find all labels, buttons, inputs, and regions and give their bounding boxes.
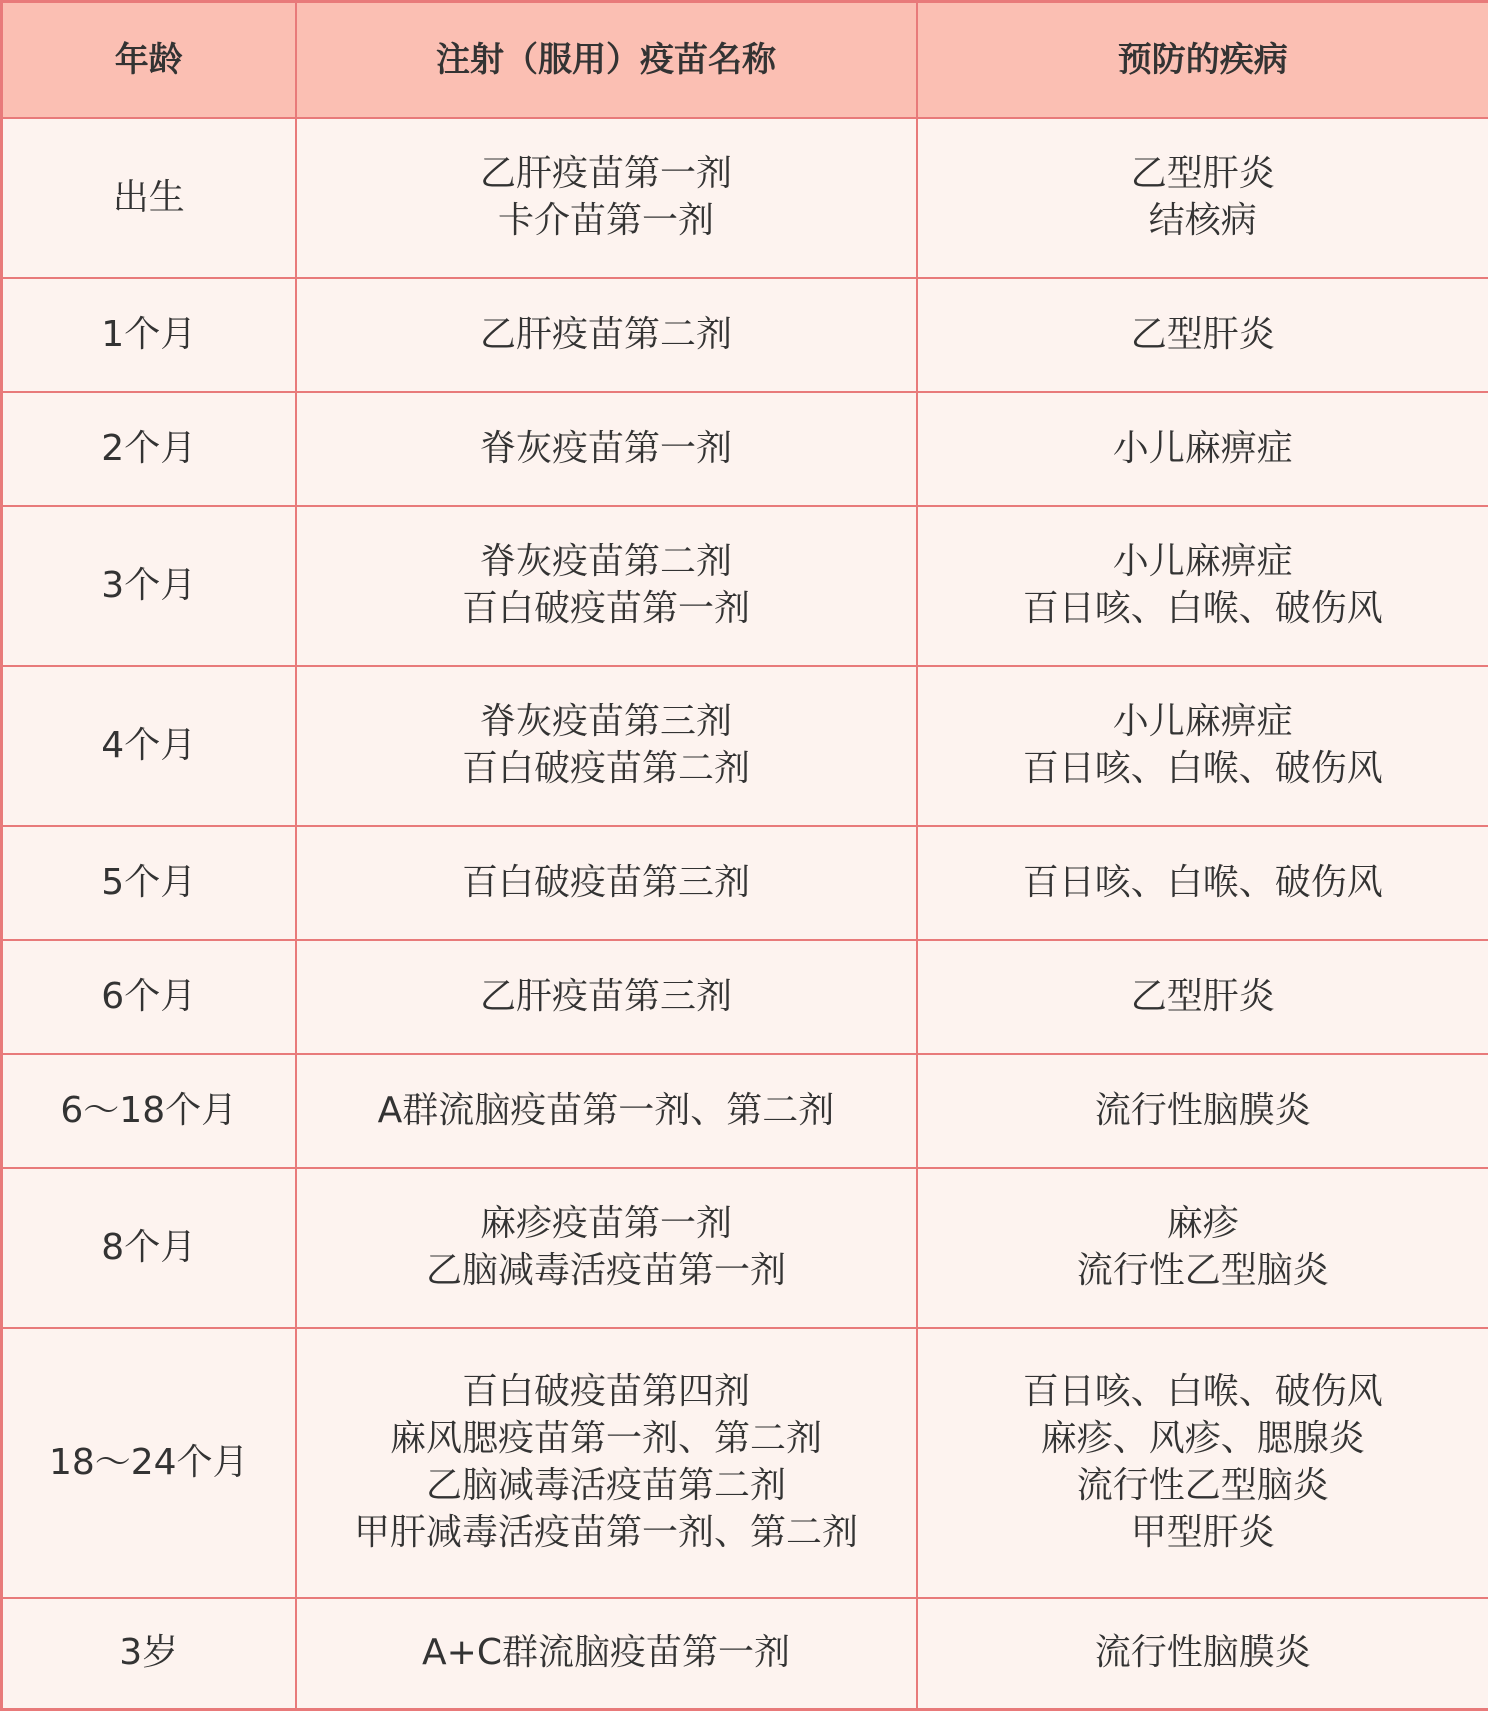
table-row bbox=[2, 1328, 1488, 1598]
disease-cell bbox=[917, 940, 1488, 1054]
age-cell: 4个月 bbox=[2, 666, 296, 826]
table-row bbox=[2, 506, 1488, 666]
header-row bbox=[2, 2, 1488, 119]
disease-line: 乙型肝炎 bbox=[1130, 313, 1275, 355]
disease-cell bbox=[917, 1054, 1488, 1168]
header-vaccine-name: 注射（服用）疫苗名称 bbox=[296, 2, 917, 119]
vaccine-cell bbox=[296, 278, 917, 392]
table-row bbox=[2, 1054, 1488, 1168]
disease-line: 流行性脑膜炎 bbox=[1094, 1632, 1311, 1674]
age-cell: 6～18个月 bbox=[2, 1054, 296, 1168]
vaccine-line: 乙肝疫苗第一剂 bbox=[479, 153, 732, 195]
age-cell: 3岁 bbox=[2, 1598, 296, 1710]
disease-cell bbox=[917, 278, 1488, 392]
vaccine-line: 乙肝疫苗第二剂 bbox=[479, 313, 732, 355]
table-row bbox=[2, 666, 1488, 826]
age-cell: 3个月 bbox=[2, 506, 296, 666]
vaccine-line: 脊灰疫苗第二剂 bbox=[479, 541, 732, 583]
age-cell: 6个月 bbox=[2, 940, 296, 1054]
disease-cell bbox=[917, 118, 1488, 278]
disease-line: 乙型肝炎 bbox=[1130, 975, 1275, 1017]
disease-line: 麻疹、风疹、腮腺炎 bbox=[1040, 1418, 1365, 1460]
header-disease: 预防的疾病 bbox=[917, 2, 1488, 119]
table-row bbox=[2, 392, 1488, 506]
age-cell: 5个月 bbox=[2, 826, 296, 940]
disease-line: 百日咳、白喉、破伤风 bbox=[1022, 748, 1383, 789]
disease-cell bbox=[917, 1328, 1488, 1598]
disease-line: 百日咳、白喉、破伤风 bbox=[1022, 1371, 1383, 1413]
disease-cell bbox=[917, 826, 1488, 940]
vaccine-line: 百白破疫苗第三剂 bbox=[461, 861, 750, 903]
vaccine-line: A+C群流脑疫苗第一剂 bbox=[422, 1632, 790, 1674]
vaccine-line: 乙脑减毒活疫苗第二剂 bbox=[425, 1465, 786, 1506]
disease-cell bbox=[917, 1598, 1488, 1710]
vaccine-line: 麻风腮疫苗第一剂、第二剂 bbox=[389, 1418, 822, 1460]
vaccine-cell bbox=[296, 1168, 917, 1328]
vaccine-line: 百白破疫苗第四剂 bbox=[461, 1371, 750, 1413]
disease-cell bbox=[917, 506, 1488, 666]
vaccine-line: 脊灰疫苗第三剂 bbox=[479, 701, 732, 743]
disease-line: 小儿麻痹症 bbox=[1112, 541, 1293, 583]
disease-line: 小儿麻痹症 bbox=[1112, 701, 1293, 743]
age-cell: 出生 bbox=[2, 118, 296, 278]
vaccine-line: 乙脑减毒活疫苗第一剂 bbox=[425, 1250, 786, 1291]
disease-cell bbox=[917, 666, 1488, 826]
vaccine-line: A群流脑疫苗第一剂、第二剂 bbox=[377, 1089, 835, 1131]
disease-line: 流行性脑膜炎 bbox=[1094, 1089, 1311, 1131]
vaccine-cell bbox=[296, 940, 917, 1054]
vaccine-line: 乙肝疫苗第三剂 bbox=[479, 975, 732, 1017]
vaccine-cell bbox=[296, 1598, 917, 1710]
disease-line: 乙型肝炎 bbox=[1130, 153, 1275, 195]
age-cell: 1个月 bbox=[2, 278, 296, 392]
age-cell: 8个月 bbox=[2, 1168, 296, 1328]
disease-cell bbox=[917, 392, 1488, 506]
vaccine-line: 百白破疫苗第一剂 bbox=[461, 588, 750, 629]
disease-line: 甲型肝炎 bbox=[1130, 1511, 1275, 1553]
vaccine-cell bbox=[296, 392, 917, 506]
table-row bbox=[2, 940, 1488, 1054]
vaccine-line: 脊灰疫苗第一剂 bbox=[479, 427, 732, 469]
disease-cell bbox=[917, 1168, 1488, 1328]
disease-line: 百日咳、白喉、破伤风 bbox=[1022, 861, 1383, 903]
disease-line: 麻疹 bbox=[1166, 1203, 1239, 1245]
disease-line: 流行性乙型脑炎 bbox=[1076, 1250, 1329, 1291]
vaccine-cell bbox=[296, 1328, 917, 1598]
vaccine-cell bbox=[296, 506, 917, 666]
vaccine-line: 百白破疫苗第二剂 bbox=[461, 748, 750, 789]
table-row bbox=[2, 826, 1488, 940]
table-row bbox=[2, 278, 1488, 392]
table-row bbox=[2, 1598, 1488, 1710]
vaccine-line: 卡介苗第一剂 bbox=[497, 200, 714, 241]
table-row bbox=[2, 118, 1488, 278]
vaccine-line: 甲肝减毒活疫苗第一剂、第二剂 bbox=[353, 1511, 858, 1553]
vaccine-cell bbox=[296, 666, 917, 826]
vaccine-cell bbox=[296, 1054, 917, 1168]
disease-line: 小儿麻痹症 bbox=[1112, 427, 1293, 469]
age-cell: 2个月 bbox=[2, 392, 296, 506]
table-row bbox=[2, 1168, 1488, 1328]
vaccine-cell bbox=[296, 826, 917, 940]
age-cell: 18～24个月 bbox=[2, 1328, 296, 1598]
vaccine-line: 麻疹疫苗第一剂 bbox=[479, 1203, 732, 1245]
header-age: 年龄 bbox=[2, 2, 296, 119]
disease-line: 百日咳、白喉、破伤风 bbox=[1022, 588, 1383, 629]
disease-line: 流行性乙型脑炎 bbox=[1076, 1465, 1329, 1506]
disease-line: 结核病 bbox=[1148, 200, 1257, 241]
vaccine-cell bbox=[296, 118, 917, 278]
